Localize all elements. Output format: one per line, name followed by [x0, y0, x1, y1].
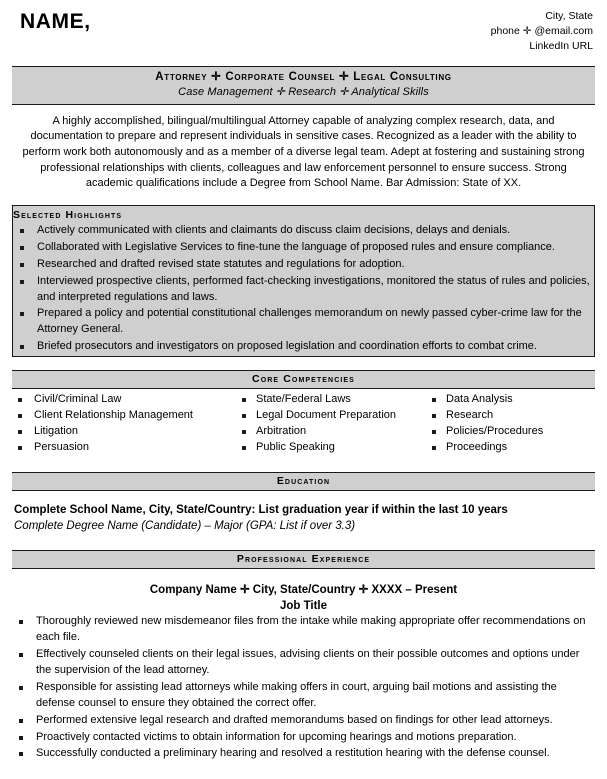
education-entry — [12, 502, 595, 534]
list-item: Civil/Criminal Law — [12, 392, 234, 408]
list-item: Effectively counseled clients on their legal issues, advising clients on their possible outcomes and options under the supervision of the lead attorney. — [12, 647, 595, 679]
selected-highlights-list — [13, 223, 594, 356]
competency-column-1 — [12, 392, 234, 455]
list-item: Actively communicated with clients and claimants do discuss claim decisions, delays and denials. — [13, 223, 594, 239]
list-item: Thoroughly reviewed new misdemeanor files from the intake while making appropriate offer recommendations on each file. — [12, 614, 595, 646]
contact-phone-email: phone ✛ @email.com — [490, 24, 593, 37]
list-item: Proactively contacted victims to obtain information for upcoming hearings and motions preparation. — [12, 730, 595, 746]
list-item: Interviewed prospective clients, performed fact-checking investigations, monitored the status of rules and policies, and interpreted regulations and laws. — [13, 274, 594, 306]
education-heading: Education — [12, 472, 595, 491]
document-header — [12, 0, 595, 54]
list-item: State/Federal Laws — [234, 392, 424, 408]
list-item: Policies/Procedures — [424, 424, 595, 440]
headline-band — [12, 66, 595, 105]
selected-highlights-section — [12, 205, 595, 358]
professional-experience-heading: Professional Experience — [12, 550, 595, 569]
professional-experience-section — [12, 550, 595, 763]
list-item: Data Analysis — [424, 392, 595, 408]
list-item: Performed extensive legal research and drafted memorandums based on findings for other lead attorneys. — [12, 713, 595, 729]
list-item: Research — [424, 408, 595, 424]
list-item: Public Speaking — [234, 440, 424, 456]
experience-company-line: Company Name ✛ City, State/Country ✛ XXXX – Present — [149, 583, 458, 596]
core-competencies-section — [12, 370, 595, 457]
experience-job-title: Job Title — [279, 599, 328, 612]
list-item: Briefed prosecutors and investigators on proposed legislation and coordination efforts to combat crime. — [13, 339, 594, 355]
experience-bullet-list — [12, 614, 595, 762]
core-competencies-heading: Core Competencies — [12, 370, 595, 389]
professional-summary: A highly accomplished, bilingual/multilingual Attorney capable of analyzing complex research, data, and documentation to prepare and represent individuals in sensitive cases. Recognized as a leader with the ability to perform work both autonomously and as a member of a diverse legal team. Adept at fostering and sustaining strong professional relationships with clients, colleagues and law enforcement personnel to ensure success. Strong academic qualifications include a Degree from School Name. Bar Admission: State of XX. — [22, 114, 585, 190]
competency-column-3 — [424, 392, 595, 455]
selected-highlights-heading: Selected Highlights — [13, 208, 123, 221]
list-item: Arbitration — [234, 424, 424, 440]
list-item: Prepared a policy and potential constitutional challenges memorandum on newly passed cyber-crime law for the Attorney General. — [13, 306, 594, 338]
list-item: Collaborated with Legislative Services to fine-tune the language of proposed rules and ensure compliance. — [13, 240, 594, 256]
list-item: Responsible for assisting lead attorneys while making offers in court, arguing bail motions and assisting the defense counsel to ensure they obtained the correct offer. — [12, 680, 595, 712]
headline-primary: Attorney ✛ Corporate Counsel ✛ Legal Consulting — [155, 70, 452, 83]
contact-info-block — [491, 8, 595, 54]
education-school: Complete School Name, City, State/Country: List graduation year if within the last 10 years — [14, 503, 508, 516]
competency-column-2 — [234, 392, 424, 455]
education-degree: Complete Degree Name (Candidate) – Major (GPA: List if over 3.3) — [14, 519, 356, 532]
contact-location: City, State — [545, 10, 593, 22]
list-item: Researched and drafted revised state statutes and regulations for adoption. — [13, 257, 594, 273]
core-competencies-grid — [12, 389, 595, 457]
list-item: Client Relationship Management — [12, 408, 234, 424]
headline-secondary: Case Management ✛ Research ✛ Analytical Skills — [178, 85, 429, 98]
education-section — [12, 472, 595, 534]
list-item: Legal Document Preparation — [234, 408, 424, 424]
contact-linkedin: LinkedIn URL — [529, 39, 593, 52]
candidate-name: NAME, — [20, 10, 91, 33]
list-item: Litigation — [12, 424, 234, 440]
list-item: Successfully conducted a preliminary hearing and resolved a restitution hearing with the defense counsel. — [12, 746, 595, 762]
list-item: Persuasion — [12, 440, 234, 456]
list-item: Proceedings — [424, 440, 595, 456]
